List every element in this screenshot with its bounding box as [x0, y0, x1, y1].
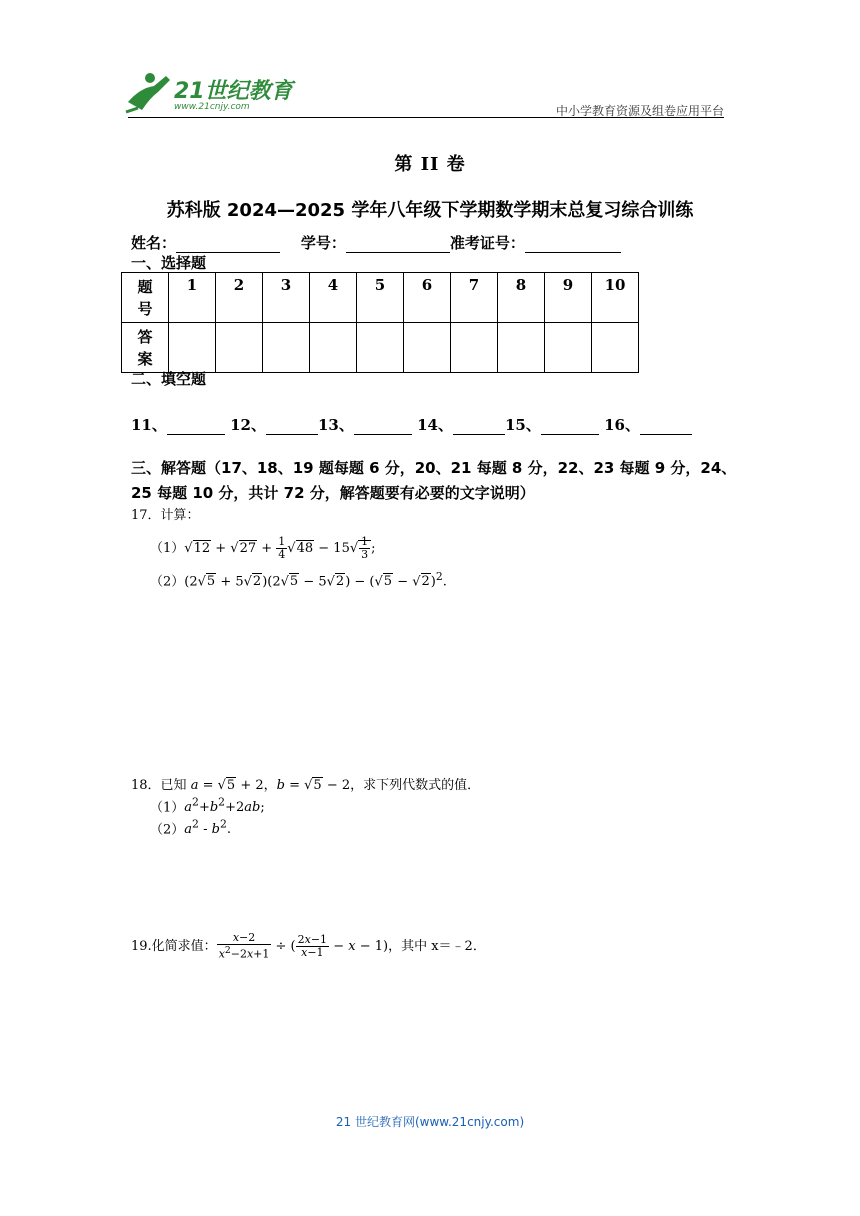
fill-label-15: 15、 [504, 416, 541, 434]
exam-number-label: 准考证号： [449, 234, 525, 252]
section-solve-line1: 三、解答题（17、18、19 题每题 6 分，20、21 每题 8 分，22、23 每题 9 分，24、 [131, 459, 737, 477]
section-solve-heading [131, 456, 751, 506]
table-cell: 8 [498, 273, 545, 323]
platform-label: 中小学教育资源及组卷应用平台 [555, 104, 724, 118]
name-label: 姓名： [131, 234, 177, 252]
answer-cell[interactable] [545, 323, 592, 373]
table-cell: 3 [263, 273, 310, 323]
site-logo [120, 68, 300, 116]
answer-cell[interactable] [310, 323, 357, 373]
row-label-number: 题 号 [122, 273, 169, 323]
answer-cell[interactable] [451, 323, 498, 373]
question-19: 19.化简求值： $\frac{x-2}{x^2-2x+1}$ ÷ ( $\frac{2x-1}{x-1}$ − x − 1)，其中 x＝﹣2． [131, 931, 486, 961]
volume-title: 第 II 卷 [394, 154, 466, 175]
section-solve-line2: 25 每题 10 分，共计 72 分，解答题要有必要的文字说明） [131, 484, 535, 502]
question-18-part2: $(2)a^2 - b^2$. [150, 818, 231, 838]
answer-cell[interactable] [498, 323, 545, 373]
fill-blank [453, 420, 505, 435]
table-cell: 9 [545, 273, 592, 323]
question-17-part1: （1）√12 + √27 + $\frac{1}{4}$ √48 − 15√ $\frac{1}{3}$ ; [150, 535, 376, 561]
fill-blank [354, 420, 412, 435]
table-row-answers [122, 323, 639, 373]
table-cell: 5 [357, 273, 404, 323]
table-row-numbers [122, 273, 639, 323]
exam-number-blank [525, 238, 621, 253]
table-cell: 4 [310, 273, 357, 323]
fill-blank-line [131, 414, 692, 435]
exam-title: 苏科版 2024—2025 学年八年级下学期数学期末总复习综合训练 [166, 200, 694, 221]
fill-blank [541, 420, 599, 435]
question-17-part2: $(2)(2√5 + 5√2)(2√5 - 5√2) - (√5 - √2)^2$. [150, 570, 447, 590]
student-info-line [131, 232, 621, 253]
answer-cell[interactable] [169, 323, 216, 373]
table-cell: 1 [169, 273, 216, 323]
table-cell: 10 [592, 273, 639, 323]
answer-cell[interactable] [357, 323, 404, 373]
answer-table [121, 272, 639, 373]
logo-url: www.21cnjy.com [174, 102, 250, 112]
logo-text: 21世纪教育 [174, 79, 293, 104]
question-17-intro: 17．计算： [131, 508, 200, 523]
student-id-blank [346, 238, 450, 253]
section-fill-heading: 二、填空题 [131, 370, 207, 388]
fill-blank [167, 420, 225, 435]
answer-cell[interactable] [263, 323, 310, 373]
fill-label-16: 16、 [598, 416, 640, 434]
fill-label-14: 14、 [411, 416, 453, 434]
fill-blank [640, 420, 692, 435]
section-choice-heading: 一、选择题 [131, 254, 207, 272]
question-18-part1: $(1)a^2+b^2+2ab$; [150, 796, 265, 816]
fill-label-11: 11、 [131, 416, 167, 434]
table-cell: 2 [216, 273, 263, 323]
fill-blank [266, 420, 318, 435]
table-cell: 7 [451, 273, 498, 323]
table-cell: 6 [404, 273, 451, 323]
row-label-answer: 答 案 [122, 323, 169, 373]
name-blank [176, 238, 280, 253]
student-id-label: 学号： [300, 234, 346, 252]
header-divider [128, 117, 724, 118]
fill-label-13: 13、 [317, 416, 354, 434]
fill-label-12: 12、 [224, 416, 266, 434]
footer-link[interactable]: 21 世纪教育网(www.21cnjy.com) [335, 1115, 525, 1129]
answer-cell[interactable] [216, 323, 263, 373]
question-18-intro: 18．已知 a = √5 + 2，b = √5 − 2，求下列代数式的值． [131, 778, 481, 793]
answer-cell[interactable] [592, 323, 639, 373]
answer-cell[interactable] [404, 323, 451, 373]
